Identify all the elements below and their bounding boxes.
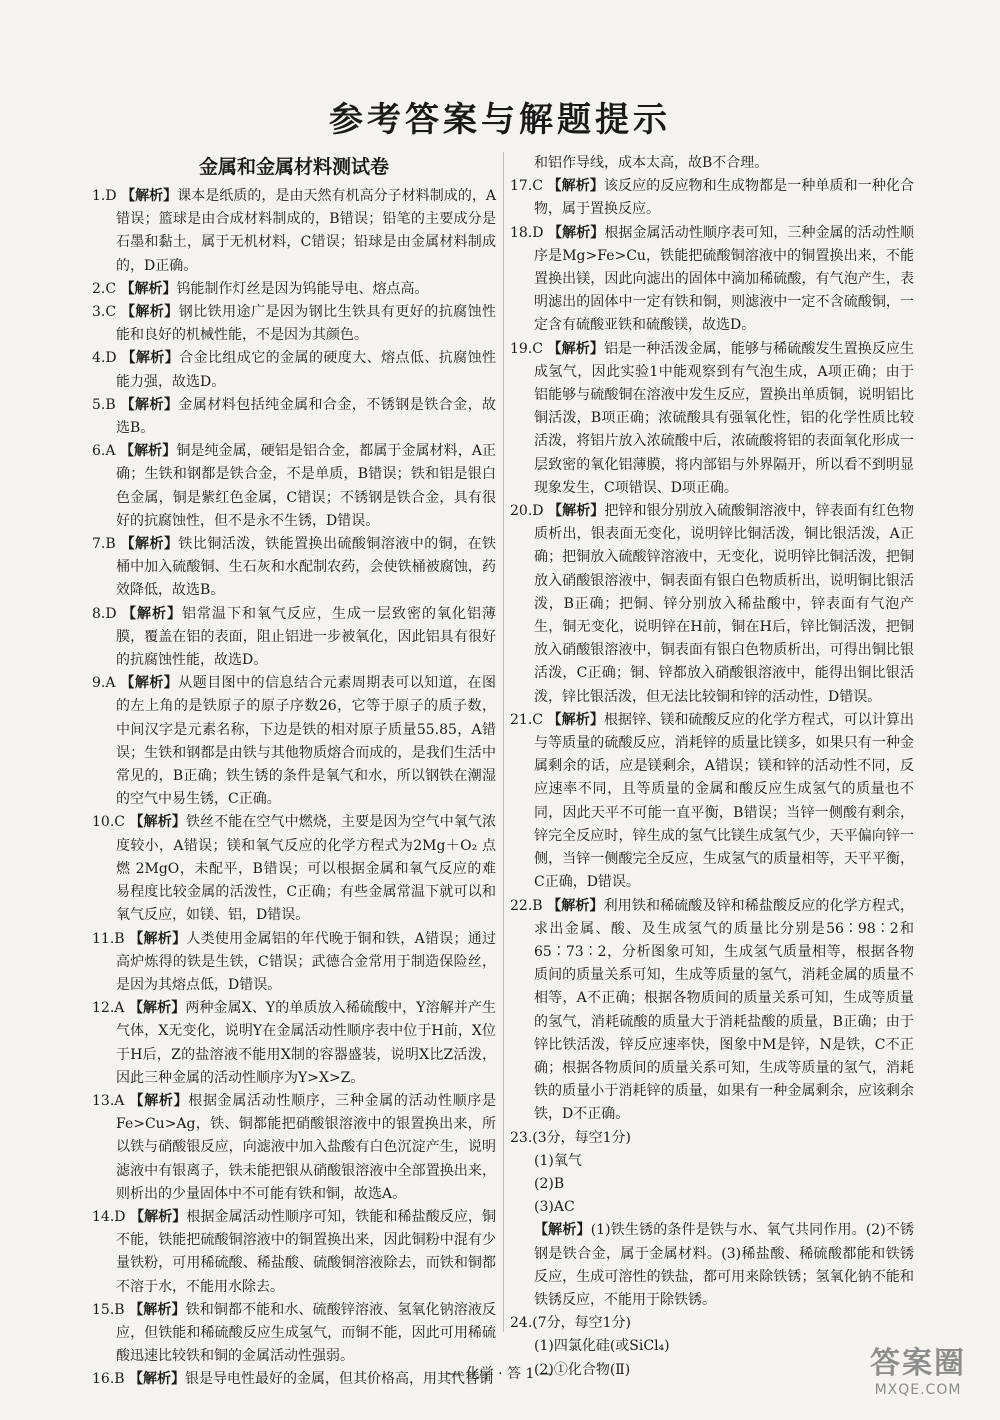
- watermark-logo: [858, 1338, 978, 1408]
- item-text: 根据金属活动性顺序，三种金属的活动性顺序是Fe>Cu>Ag，铁、铜都能把硝酸银溶液中的银置换出来，所以铁与硝酸银反应，向滤液中加入盐酸有白色沉淀产生，说明滤液中有银离子，铁未能把银从硝酸银溶液中全部置换出来，则析出的少量固体中不可能有铁和铜，故选A。: [116, 1092, 497, 1202]
- analysis-tag: 【解析】: [547, 178, 604, 195]
- item-number: 7.: [92, 536, 106, 553]
- item-answer: A: [114, 1000, 125, 1017]
- item-text: 银是导电性最好的金属，但其价格高，用其代替铜: [185, 1371, 494, 1388]
- answer-item: [92, 301, 496, 347]
- answer-item: [92, 603, 496, 673]
- answer-item: [510, 709, 914, 895]
- answer-item: [510, 338, 914, 500]
- item-answer: D: [105, 350, 117, 367]
- item-answer: D: [532, 224, 544, 241]
- item-answer: D: [105, 188, 117, 204]
- item-text: 人类使用金属铝的年代晚于铜和铁，A错误；通过高炉炼得的铁是生铁，C错误；武德合金常用于制造保险丝，是因为其熔点低，D错误。: [116, 930, 497, 993]
- item-answer: C: [532, 178, 543, 195]
- analysis-tag: 【解析】: [129, 930, 187, 947]
- answer-list-right: [510, 175, 914, 1126]
- answer-item: [510, 500, 914, 709]
- item-answer: C: [105, 280, 117, 297]
- item-number: 18.: [510, 224, 533, 241]
- item-number: 2.: [92, 280, 106, 297]
- item-number: 14.: [92, 1208, 115, 1225]
- column-divider: [503, 152, 504, 1332]
- item-text: 根据金属活动性顺序可知，铁能和稀盐酸反应，铜不能，铁能把硫酸铜溶液中的铜置换出来，因此铜粉中混有少量铁粉，可用稀硫酸、稀盐酸、硫酸铜溶液除去，而铁和铜都不溶于水，不能用水除去。: [116, 1208, 497, 1295]
- item-number: 22.: [510, 897, 533, 914]
- item-number: 3.: [92, 304, 106, 321]
- answer-item: [92, 394, 496, 440]
- analysis-tag: 【解析】: [547, 340, 604, 357]
- answer-item: [92, 533, 496, 603]
- analysis-tag: 【解析】: [547, 897, 604, 914]
- section-title: 金属和金属材料测试卷: [198, 156, 389, 178]
- item-text: 铁和铜都不能和水、硫酸锌溶液、氢氧化钠溶液反应，但铁能和稀硫酸反应生成氢气，而铜不能，因此可用稀硫酸迅速比较铁和铜的金属活动性强弱。: [116, 1301, 497, 1365]
- answer-item: [92, 347, 496, 393]
- item-number: 12.: [92, 1000, 115, 1017]
- answer-item: [92, 997, 496, 1090]
- answer-item: [92, 1090, 496, 1206]
- item-text: 钢比铁用途广是因为钢比生铁具有更好的抗腐蚀性能和良好的机械性能，不是因为其颜色。: [116, 304, 497, 344]
- item-answer: C: [105, 304, 117, 321]
- item-answer: C: [532, 340, 543, 357]
- sub-answer: (2)①化合物(Ⅱ): [534, 1361, 631, 1378]
- question-23: [510, 1127, 914, 1313]
- item-number: 16.: [92, 1371, 115, 1388]
- item-text: 该反应的反应物和生成物都是一种单质和一种化合物，属于置换反应。: [534, 178, 915, 218]
- item-answer: B: [114, 1371, 125, 1388]
- analysis-tag: 【解析】: [129, 1371, 186, 1388]
- item-text: 铁丝不能在空气中燃烧，主要是因为空气中氧气浓度较小，A错误；镁和氧气反应的化学方程式为2Mg＋O₂ 点燃 2MgO，未配平，B错误；可以根据金属和氧气反应的难易程度比较金属的活泼性，C正确；有些金属常温下就可以和氧气反应，如镁、铝，D错误。: [116, 814, 497, 924]
- item-answer: A: [114, 1092, 125, 1109]
- answer-item: [92, 1299, 496, 1369]
- analysis-tag: 【解析】: [120, 675, 179, 692]
- answer-item: [510, 895, 914, 1127]
- analysis-tag: 【解析】: [121, 188, 178, 204]
- item-text: 金属材料包括纯金属和合金，不锈钢是铁合金，故选B。: [116, 396, 497, 437]
- item-number: 15.: [92, 1301, 115, 1318]
- analysis-paragraph: [510, 1219, 914, 1312]
- watermark-url: MXQE.COM: [874, 1382, 962, 1398]
- item-answer: D: [532, 503, 544, 520]
- item-number: 9.: [92, 675, 106, 692]
- item-answer: B: [114, 1301, 125, 1318]
- item-number: 10.: [92, 814, 115, 831]
- analysis-tag: 【解析】: [547, 711, 604, 728]
- answer-item: [92, 811, 496, 927]
- item-number: 6.: [92, 443, 106, 460]
- item-text: 合金比组成它的金属的硬度大、熔点低、抗腐蚀性能力强，故选D。: [116, 350, 497, 390]
- analysis-tag: 【解析】: [121, 350, 180, 367]
- answer-item: [92, 1206, 496, 1299]
- item-number: 5.: [92, 396, 106, 413]
- analysis-tag: 【解析】: [548, 503, 605, 520]
- answer-item: [92, 440, 496, 533]
- item-number: 21.: [510, 711, 533, 728]
- question-header: 23.(3分，每空1分): [510, 1129, 632, 1146]
- item-number: 8.: [92, 605, 106, 622]
- sub-answer: (3)AC: [534, 1199, 575, 1216]
- question-header: 24.(7分，每空1分): [510, 1315, 632, 1332]
- page-footer: — 化学 · 答 1 —: [447, 1366, 553, 1382]
- analysis-tag: 【解析】: [122, 605, 183, 622]
- item-text: 把锌和银分别放入硫酸铜溶液中，锌表面有红色物质析出，银表面无变化，说明锌比铜活泼，铜比银活泼，A正确；把铜放入硫酸锌溶液中，无变化，说明锌比铜活泼，把铜放入硝酸银溶液中，铜表面有银白色物质析出，说明铜比银活泼，B正确；把铜、锌分别放入稀盐酸中，锌表面有气泡产生，铜无变化，说明锌在H前，铜在H后，锌比铜活泼，把铜放入硝酸银溶液中，铜表面有银白色物质析出，可得出铜比银活泼，C正确；铜、锌都放入硝酸银溶液中，能得出铜比银活泼，锌比银活泼，但无法比较铜和锌的活动性，D错误。: [534, 503, 915, 705]
- analysis-tag: 【解析】: [120, 536, 179, 553]
- item-answer: C: [532, 711, 543, 728]
- item-text: 课本是纸质的，是由天然有机高分子材料制成的，A错误；篮球是由合成材料制成的，B错误；铅笔的主要成分是石墨和黏土，属于无机材料，C错误；铅球是由金属材料制成的，D正确。: [116, 188, 496, 274]
- item-answer: C: [114, 814, 125, 831]
- item-answer: B: [114, 930, 125, 947]
- item-number: 20.: [510, 503, 533, 520]
- item-answer: A: [105, 443, 116, 460]
- item-text: 铜是纯金属，硬铝是铝合金，都属于金属材料，A正确；生铁和钢都是铁合金，不是单质，B错误；铁和铝是银白色金属，铜是紫红色金属，C错误；不锈钢是铁合金，具有很好的抗腐蚀性，但不是永不生锈，D错误。: [116, 443, 497, 529]
- sub-answer: (1)氧气: [534, 1152, 582, 1169]
- analysis-tag: 【解析】: [120, 443, 177, 460]
- right-column: [510, 152, 914, 1382]
- item-text: 铝常温下和氧气反应，生成一层致密的氧化铝薄膜，覆盖在铝的表面，阻止铝进一步被氧化，因此铝具有很好的抗腐蚀性能，故选D。: [116, 605, 497, 669]
- item-answer: A: [105, 675, 116, 692]
- watermark-text: 答案圈: [870, 1346, 966, 1381]
- analysis-tag: 【解析】: [129, 814, 186, 831]
- item-answer: B: [105, 396, 116, 413]
- item-text: 铁比铜活泼，铁能置换出硫酸铜溶液中的铜，在铁桶中加入硫酸铜、生石灰和水配制农药，会使铁桶被腐蚀，药效降低，故选B。: [116, 536, 497, 599]
- answer-item: [92, 278, 496, 301]
- item-number: 1.: [92, 188, 106, 204]
- analysis-tag: 【解析】: [130, 1208, 187, 1225]
- item-answer: B: [105, 536, 116, 553]
- answer-item: [510, 175, 914, 221]
- sub-answer: (1)四氯化硅(或SiCl₄): [534, 1338, 670, 1355]
- item-number: 17.: [510, 178, 533, 195]
- answer-list-left: [92, 185, 496, 1392]
- left-column: [92, 152, 496, 1392]
- page-title: 参考答案与解题提示: [329, 100, 671, 140]
- analysis-text: (1)铁生锈的条件是铁与水、氧气共同作用。(2)不锈钢是铁合金，属于金属材料。(3)稀盐酸、稀硫酸都能和铁锈反应，生成可溶性的铁盐，都可用来除铁锈；氢氧化钠不能和铁锈反应，不能用于除铁锈。: [534, 1222, 914, 1308]
- item-number: 13.: [92, 1092, 115, 1109]
- analysis-tag: 【解析】: [120, 304, 179, 321]
- answer-item: [92, 672, 496, 811]
- answer-item: [92, 185, 496, 278]
- analysis-tag: 【解析】: [129, 1092, 189, 1109]
- analysis-tag: 【解析】: [120, 280, 177, 297]
- item-text: 根据金属活动性顺序表可知，三种金属的活动性顺序是Mg>Fe>Cu，铁能把硫酸铜溶液中的铜置换出来，不能置换出镁，因此向滤出的固体中滴加稀硫酸，有气泡产生，表明滤出的固体中一定有铁和铜，则滤液中一定不含硫酸铜，一定含有硫酸亚铁和硫酸镁，故选D。: [534, 224, 915, 334]
- analysis-tag: 【解析】: [120, 396, 179, 413]
- item-text: 从题目图中的信息结合元素周期表可以知道，在图的左上角的是铁原子的原子序数26，它等于原子的质子数，中间汉字是元素名称，下边是铁的相对原子质量55.85，A错误；生铁和钢都是由铁与其他物质熔合而成的，是我们生活中常见的，B正确；铁生锈的条件是氧气和水，所以钢铁在潮湿的空气中易生锈，C正确。: [116, 675, 497, 808]
- item-text: 根据锌、镁和硫酸反应的化学方程式，可以计算出与等质量的硫酸反应，消耗锌的质量比镁多，如果只有一种金属剩余的话，应是镁剩余，A错误；镁和锌的活动性不同，反应速率不同，且等质量的金属和酸反应生成氢气的质量也不同，因此天平不可能一直平衡，B错误；当锌一侧酸有剩余，锌完全反应时，锌生成的氢气比镁生成氢气少，天平偏向锌一侧，当锌一侧酸完全反应，生成氢气的质量相等，天平平衡，C正确，D错误。: [534, 711, 915, 891]
- item-text: 铝是一种活泼金属，能够与稀硫酸发生置换反应生成氢气，因此实验1中能观察到有气泡生成，A项正确；由于铝能够与硫酸铜在溶液中发生反应，置换出单质铜，说明铝比铜活泼，B项正确；浓硫酸具有强氧化性，铝的化学性质比较活泼，将铝片放入浓硫酸中后，浓硫酸将铝的表面氧化形成一层致密的氧化铝薄膜，将内部铝与外界隔开，所以看不到明显现象发生，C项错误、D项正确。: [534, 340, 915, 496]
- continuation-text: 和铝作导线，成本太高，故B不合理。: [534, 155, 769, 171]
- analysis-tag: 【解析】: [129, 1301, 186, 1318]
- item-text: 钨能制作灯丝是因为钨能导电、熔点高。: [176, 280, 429, 297]
- item-number: 4.: [92, 350, 106, 367]
- answer-item: [92, 928, 496, 998]
- item-answer: D: [105, 605, 117, 622]
- analysis-tag: 【解析】: [128, 1000, 186, 1017]
- sub-answer: (2)B: [534, 1175, 565, 1192]
- item-answer: B: [532, 897, 543, 914]
- answer-item: [510, 222, 914, 338]
- analysis-tag: 【解析】: [534, 1222, 591, 1239]
- item-answer: D: [114, 1208, 126, 1225]
- item-number: 19.: [510, 340, 533, 357]
- item-text: 两种金属X、Y的单质放入稀硫酸中，Y溶解并产生气体，X无变化，说明Y在金属活动性顺序表中位于H前，X位于H后，Z的盐溶液不能用X制的容器盛装，说明X比Z活泼，因此三种金属的活动性顺序为Y>X>Z。: [116, 1000, 497, 1086]
- item-number: 11.: [92, 930, 115, 947]
- item-text: 利用铁和稀硫酸及锌和稀盐酸反应的化学方程式，求出金属、酸、及生成氢气的质量比分别是56∶98∶2和65∶73∶2，分析图象可知，生成氢气质量相等，根据各物质间的质量关系可知，生成等质量的氢气，消耗金属的质量不相等，A不正确；根据各物质间的质量关系可知，生成等质量的氢气，消耗硫酸的质量大于消耗盐酸的质量，B正确；由于锌比铁活泼，锌反应速率快，图象中M是锌，N是铁，C不正确；根据各物质间的质量关系可知，生成等质量的氢气，消耗铁的质量小于消耗锌的质量，如果有一种金属剩余，应该剩余铁，D不正确。: [534, 897, 915, 1123]
- analysis-tag: 【解析】: [548, 224, 605, 241]
